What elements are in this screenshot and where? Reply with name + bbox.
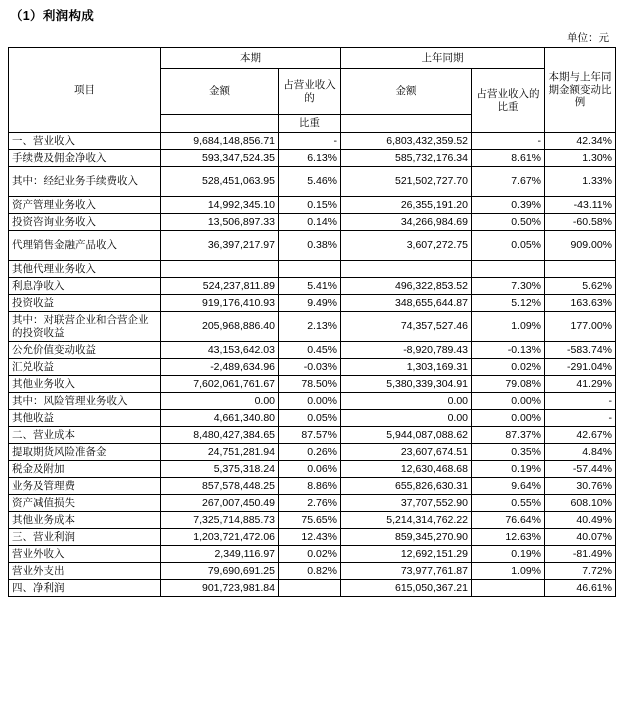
row-change-ratio: 40.07% (545, 529, 616, 546)
row-pct-prior: 1.09% (472, 312, 545, 342)
row-amount-prior: 859,345,270.90 (341, 529, 472, 546)
table-row (9, 214, 616, 231)
row-label: 其中：风险管理业务收入 (9, 393, 161, 410)
row-amount-current: 36,397,217.97 (161, 231, 279, 261)
row-pct-prior: 8.61% (472, 150, 545, 167)
row-pct-prior: 76.64% (472, 512, 545, 529)
row-label: 一、营业收入 (9, 133, 161, 150)
row-amount-current: 593,347,524.35 (161, 150, 279, 167)
row-label: 其他业务成本 (9, 512, 161, 529)
row-label: 三、营业利润 (9, 529, 161, 546)
table-row (9, 133, 616, 150)
row-label: 代理销售金融产品收入 (9, 231, 161, 261)
row-amount-prior: 0.00 (341, 410, 472, 427)
row-pct-current: 6.13% (279, 150, 341, 167)
row-change-ratio: 46.61% (545, 580, 616, 597)
row-pct-prior: 7.30% (472, 278, 545, 295)
header-change-ratio: 本期与上年同期金额变动比例 (545, 48, 616, 133)
row-change-ratio: 5.62% (545, 278, 616, 295)
table-row (9, 197, 616, 214)
row-label: 公允价值变动收益 (9, 342, 161, 359)
row-pct-prior: 7.67% (472, 167, 545, 197)
header-pct-current: 占营业收入的 (279, 69, 341, 115)
row-label: 投资收益 (9, 295, 161, 312)
row-change-ratio: 42.67% (545, 427, 616, 444)
row-pct-current: 8.86% (279, 478, 341, 495)
row-amount-prior: 615,050,367.21 (341, 580, 472, 597)
row-pct-prior: 1.09% (472, 563, 545, 580)
table-row (9, 427, 616, 444)
row-amount-current: 7,602,061,761.67 (161, 376, 279, 393)
row-amount-prior: 23,607,674.51 (341, 444, 472, 461)
row-label: 提取期货风险准备金 (9, 444, 161, 461)
row-pct-prior: 0.35% (472, 444, 545, 461)
row-pct-current: 12.43% (279, 529, 341, 546)
table-row (9, 359, 616, 376)
row-amount-current: 857,578,448.25 (161, 478, 279, 495)
row-pct-prior: 0.55% (472, 495, 545, 512)
row-amount-current (161, 261, 279, 278)
row-amount-current: 24,751,281.94 (161, 444, 279, 461)
row-pct-current: 75.65% (279, 512, 341, 529)
row-change-ratio: 163.63% (545, 295, 616, 312)
row-pct-prior: 0.00% (472, 410, 545, 427)
row-pct-current: 0.38% (279, 231, 341, 261)
row-pct-prior: -0.13% (472, 342, 545, 359)
row-pct-prior: 0.00% (472, 393, 545, 410)
row-pct-current: 78.50% (279, 376, 341, 393)
row-pct-current: 0.14% (279, 214, 341, 231)
header-spacer-amount-prior (341, 115, 472, 133)
table-row (9, 376, 616, 393)
table-row (9, 295, 616, 312)
table-row (9, 167, 616, 197)
row-amount-prior: 1,303,169.31 (341, 359, 472, 376)
row-amount-prior: 37,707,552.90 (341, 495, 472, 512)
row-amount-current: 4,661,340.80 (161, 410, 279, 427)
row-pct-prior: 12.63% (472, 529, 545, 546)
row-label: 其中：对联营企业和合营企业的投资收益 (9, 312, 161, 342)
row-pct-current: 0.06% (279, 461, 341, 478)
row-label: 业务及管理费 (9, 478, 161, 495)
row-pct-prior: 0.19% (472, 461, 545, 478)
row-pct-current: 0.05% (279, 410, 341, 427)
row-pct-current: 5.46% (279, 167, 341, 197)
table-row (9, 410, 616, 427)
row-change-ratio: -81.49% (545, 546, 616, 563)
row-pct-prior: 79.08% (472, 376, 545, 393)
row-pct-current: - (279, 133, 341, 150)
row-label: 投资咨询业务收入 (9, 214, 161, 231)
row-pct-current: 2.76% (279, 495, 341, 512)
table-row (9, 312, 616, 342)
table-row (9, 580, 616, 597)
row-pct-current: 0.26% (279, 444, 341, 461)
row-amount-current: 901,723,981.84 (161, 580, 279, 597)
row-label: 汇兑收益 (9, 359, 161, 376)
row-change-ratio: 42.34% (545, 133, 616, 150)
row-pct-current (279, 261, 341, 278)
row-label: 营业外收入 (9, 546, 161, 563)
table-row (9, 461, 616, 478)
row-pct-prior: 87.37% (472, 427, 545, 444)
header-current-period: 本期 (161, 48, 341, 69)
row-label: 二、营业成本 (9, 427, 161, 444)
row-amount-current: 267,007,450.49 (161, 495, 279, 512)
table-row (9, 512, 616, 529)
row-amount-prior: 5,380,339,304.91 (341, 376, 472, 393)
row-pct-prior: 9.64% (472, 478, 545, 495)
table-row (9, 261, 616, 278)
row-pct-current: 0.45% (279, 342, 341, 359)
row-amount-current: 9,684,148,856.71 (161, 133, 279, 150)
table-row (9, 231, 616, 261)
header-amount-prior: 金额 (341, 69, 472, 115)
table-row (9, 444, 616, 461)
row-change-ratio: 41.29% (545, 376, 616, 393)
row-label: 营业外支出 (9, 563, 161, 580)
row-label: 资产减值损失 (9, 495, 161, 512)
row-amount-prior: 12,630,468.68 (341, 461, 472, 478)
table-row (9, 342, 616, 359)
row-amount-prior: 0.00 (341, 393, 472, 410)
row-label: 其他业务收入 (9, 376, 161, 393)
row-amount-prior (341, 261, 472, 278)
row-pct-current: 0.00% (279, 393, 341, 410)
row-amount-current: 919,176,410.93 (161, 295, 279, 312)
row-amount-prior: 34,266,984.69 (341, 214, 472, 231)
row-label: 其中：经纪业务手续费收入 (9, 167, 161, 197)
row-pct-prior (472, 261, 545, 278)
row-amount-current: 14,992,345.10 (161, 197, 279, 214)
row-pct-prior: 0.19% (472, 546, 545, 563)
row-change-ratio: 177.00% (545, 312, 616, 342)
row-pct-prior: 5.12% (472, 295, 545, 312)
row-amount-current: 43,153,642.03 (161, 342, 279, 359)
row-change-ratio: 1.33% (545, 167, 616, 197)
row-change-ratio: -60.58% (545, 214, 616, 231)
row-label: 税金及附加 (9, 461, 161, 478)
row-amount-current: 13,506,897.33 (161, 214, 279, 231)
row-pct-prior: 0.05% (472, 231, 545, 261)
row-pct-current: 0.15% (279, 197, 341, 214)
row-change-ratio: -291.04% (545, 359, 616, 376)
table-body (9, 133, 616, 597)
row-amount-prior: 655,826,630.31 (341, 478, 472, 495)
row-pct-current: 5.41% (279, 278, 341, 295)
row-change-ratio: 40.49% (545, 512, 616, 529)
row-label: 资产管理业务收入 (9, 197, 161, 214)
row-pct-prior: 0.02% (472, 359, 545, 376)
row-change-ratio: -57.44% (545, 461, 616, 478)
row-change-ratio: 608.10% (545, 495, 616, 512)
table-row (9, 529, 616, 546)
row-label: 四、净利润 (9, 580, 161, 597)
row-amount-current: 8,480,427,384.65 (161, 427, 279, 444)
header-pct-current-line2: 比重 (279, 115, 341, 133)
header-amount-current: 金额 (161, 69, 279, 115)
header-prior-period: 上年同期 (341, 48, 545, 69)
row-amount-prior: 5,944,087,088.62 (341, 427, 472, 444)
table-row (9, 278, 616, 295)
row-label: 其他代理业务收入 (9, 261, 161, 278)
row-label: 利息净收入 (9, 278, 161, 295)
row-amount-current: 2,349,116.97 (161, 546, 279, 563)
row-amount-prior: 496,322,853.52 (341, 278, 472, 295)
row-pct-prior: 0.50% (472, 214, 545, 231)
row-amount-prior: 26,355,191.20 (341, 197, 472, 214)
table-row (9, 150, 616, 167)
header-pct-prior: 占营业收入的比重 (472, 69, 545, 133)
row-change-ratio: -43.11% (545, 197, 616, 214)
row-amount-prior: 5,214,314,762.22 (341, 512, 472, 529)
row-amount-prior: -8,920,789.43 (341, 342, 472, 359)
row-label: 手续费及佣金净收入 (9, 150, 161, 167)
table-row (9, 563, 616, 580)
header-item: 项目 (9, 48, 161, 133)
row-amount-prior: 74,357,527.46 (341, 312, 472, 342)
row-amount-current: 524,237,811.89 (161, 278, 279, 295)
row-amount-current: 528,451,063.95 (161, 167, 279, 197)
row-change-ratio: 30.76% (545, 478, 616, 495)
row-change-ratio: - (545, 410, 616, 427)
row-amount-current: 79,690,691.25 (161, 563, 279, 580)
row-amount-current: 5,375,318.24 (161, 461, 279, 478)
unit-note: 单位：元 (567, 32, 609, 44)
row-pct-prior: - (472, 133, 545, 150)
row-change-ratio (545, 261, 616, 278)
row-pct-current: 9.49% (279, 295, 341, 312)
row-pct-current: 2.13% (279, 312, 341, 342)
row-amount-current: 7,325,714,885.73 (161, 512, 279, 529)
row-pct-current: 0.82% (279, 563, 341, 580)
row-pct-current (279, 580, 341, 597)
row-amount-current: 0.00 (161, 393, 279, 410)
row-change-ratio: 7.72% (545, 563, 616, 580)
row-change-ratio: 909.00% (545, 231, 616, 261)
row-amount-prior: 348,655,644.87 (341, 295, 472, 312)
row-pct-current: 0.02% (279, 546, 341, 563)
table-row (9, 478, 616, 495)
section-title: （1）利润构成 (10, 9, 95, 23)
header-spacer-amount-current (161, 115, 279, 133)
row-amount-prior: 6,803,432,359.52 (341, 133, 472, 150)
profit-composition-table (8, 47, 616, 597)
row-amount-prior: 585,732,176.34 (341, 150, 472, 167)
table-row (9, 546, 616, 563)
row-amount-current: -2,489,634.96 (161, 359, 279, 376)
row-change-ratio: -583.74% (545, 342, 616, 359)
row-pct-current: -0.03% (279, 359, 341, 376)
row-pct-prior: 0.39% (472, 197, 545, 214)
row-change-ratio: 4.84% (545, 444, 616, 461)
row-pct-current: 87.57% (279, 427, 341, 444)
row-label: 其他收益 (9, 410, 161, 427)
row-amount-prior: 521,502,727.70 (341, 167, 472, 197)
row-amount-current: 205,968,886.40 (161, 312, 279, 342)
row-pct-prior (472, 580, 545, 597)
row-change-ratio: - (545, 393, 616, 410)
row-amount-prior: 12,692,151.29 (341, 546, 472, 563)
row-amount-prior: 3,607,272.75 (341, 231, 472, 261)
row-change-ratio: 1.30% (545, 150, 616, 167)
row-amount-prior: 73,977,761.87 (341, 563, 472, 580)
row-amount-current: 1,203,721,472.06 (161, 529, 279, 546)
table-row (9, 495, 616, 512)
table-row (9, 393, 616, 410)
